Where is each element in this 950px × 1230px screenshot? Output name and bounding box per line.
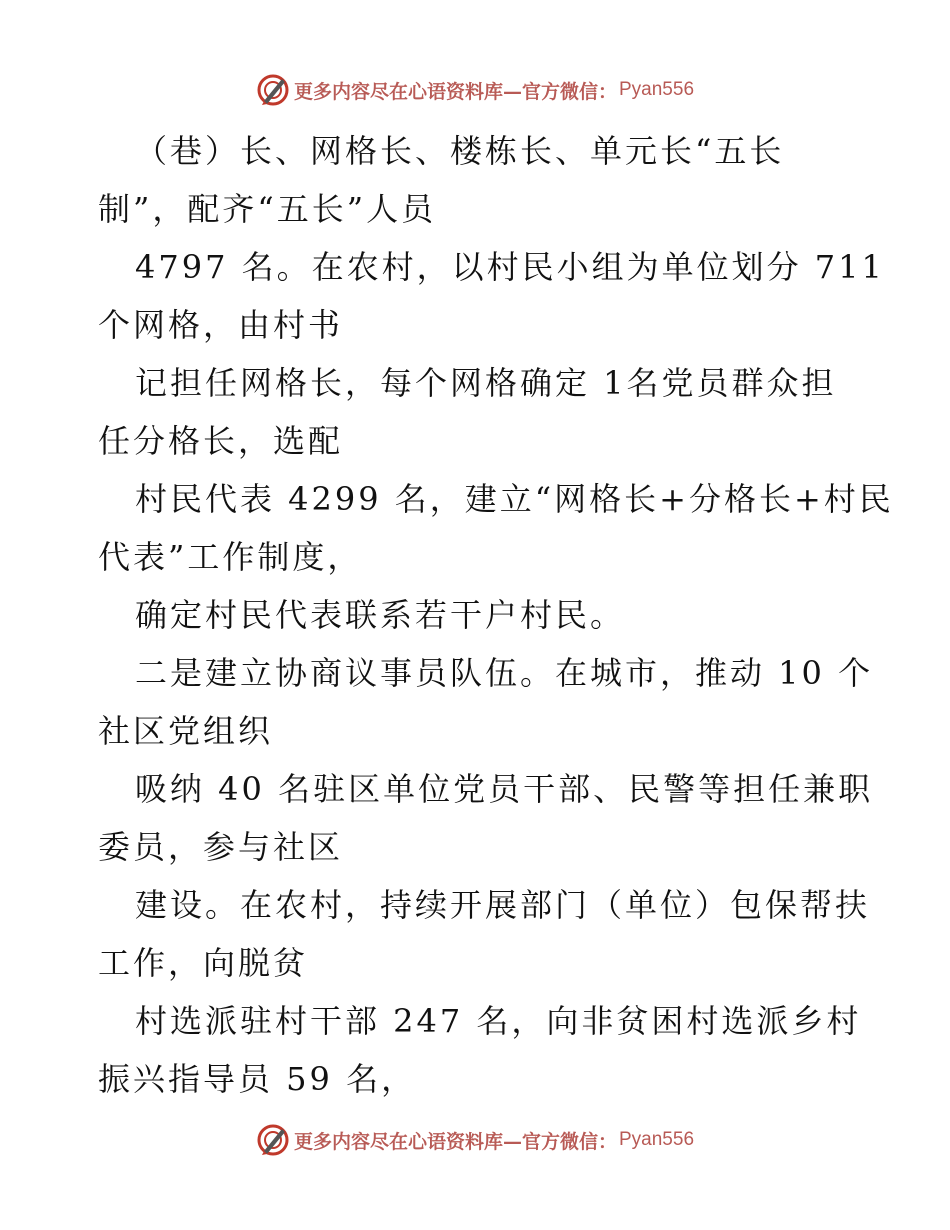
text-line: 确定村民代表联系若干户村民。 [135,596,626,634]
header-banner [0,70,950,110]
text-line: （巷）长、网格长、楼栋长、单元长“五长 [135,132,785,170]
text-line: 社区党组织 [98,712,274,750]
pen-logo-icon [256,73,290,107]
text-line: 代表”工作制度， [98,538,363,576]
text-line: 记担任网格长，每个网格确定 1名党员群众担 [135,364,837,402]
text-line: 村选派驻村干部 247 名，向非贫困村选派乡村 [135,1002,862,1040]
text-line: 制”，配齐“五长”人员 [98,190,437,228]
text-line: 振兴指导员 59 名， [98,1060,417,1098]
text-line: 委员，参与社区 [98,828,344,866]
footer-banner [0,1120,950,1160]
document-body [98,122,894,1108]
text-line: 个网格，由村书 [98,306,344,344]
banner-text: 更多内容尽在心语资料库—官方微信： [293,1130,617,1153]
text-line: 建设。在农村，持续开展部门（单位）包保帮扶 [135,886,871,924]
banner-wechat-id: Pyan556 [619,1129,695,1150]
text-line: 4797 名。在农村，以村民小组为单位划分 711 [135,248,885,286]
text-line: 村民代表 4299 名，建立“网格长+分格长+村民 [135,480,894,518]
banner-wechat-id: Pyan556 [619,79,695,100]
text-line: 任分格长，选配 [98,422,344,460]
text-line: 工作，向脱贫 [98,944,309,982]
text-line: 二是建立协商议事员队伍。在城市，推动 10 个 [135,654,874,692]
text-line: 吸纳 40 名驻区单位党员干部、民警等担任兼职 [135,770,874,808]
banner-text: 更多内容尽在心语资料库—官方微信： [293,80,617,103]
pen-logo-icon [256,1123,290,1157]
